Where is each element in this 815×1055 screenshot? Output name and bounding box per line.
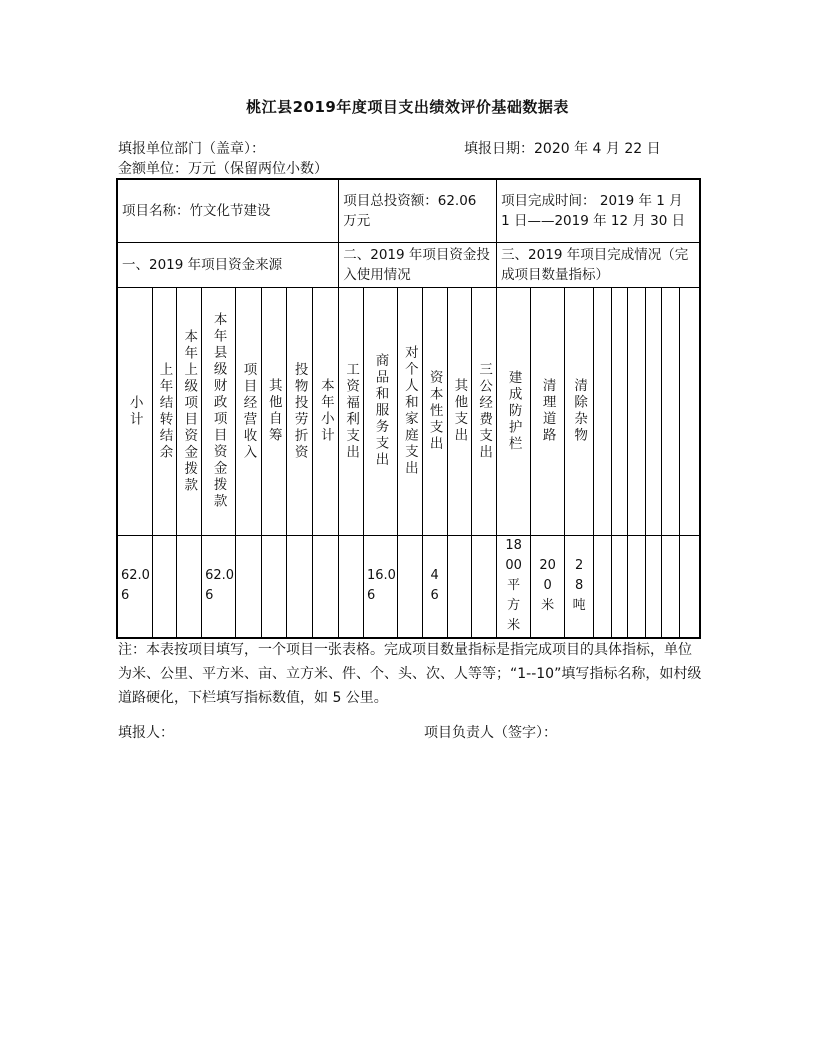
column-header: 商品和服务支出 [372,353,389,469]
value-cell [339,535,364,638]
project-name: 项目名称：竹文化节建设 [117,179,339,242]
total-investment: 项目总投资额：62.06 万元 [339,179,497,242]
fill-date: 填报日期：2020 年 4 月 22 日 [464,141,661,157]
value-cell [236,535,262,638]
value-cell [152,535,177,638]
column-header: 本年县级财政项目资金拨款 [210,312,227,510]
value-cell [594,535,612,638]
value-cell: 62.06 [117,535,152,638]
column-header: 上年结转结余 [156,361,173,461]
section-completion: 三、2019 年项目完成情况（完成项目数量指标） [497,242,700,287]
column-header: 本年上级项目资金拨款 [181,328,198,494]
value-row [117,535,700,638]
leader-signature-label: 项目负责人（签字）： [424,725,557,741]
value-cell: 1800平方米 [497,535,531,638]
data-table [116,178,701,639]
column-header-row [117,287,700,535]
column-header: 项目经营收入 [240,361,257,461]
section-fund-source: 一、2019 年项目资金来源 [117,242,339,287]
column-header: 清理道路 [539,378,556,444]
column-header: 三公经费支出 [476,361,493,461]
page-title: 桃江县2019年度项目支出绩效评价基础数据表 [246,98,569,116]
column-header: 其他支出 [451,378,468,444]
value-cell [611,535,628,638]
column-header: 清除杂物 [571,378,588,444]
value-cell [447,535,472,638]
column-header: 其他自筹 [265,378,282,444]
filler-label: 填报人： [118,725,174,741]
value-cell: 16.06 [364,535,398,638]
value-cell: 62.06 [202,535,236,638]
column-header: 工资福利支出 [343,361,360,461]
column-header: 建成防护栏 [505,369,522,453]
value-cell [398,535,423,638]
column-header: 对个人和家庭支出 [401,345,418,477]
value-cell: 200米 [531,535,565,638]
value-cell: 46 [422,535,447,638]
column-header: 小计 [126,394,143,428]
value-cell [261,535,286,638]
section-fund-usage: 二、2019 年项目资金投入使用情况 [339,242,497,287]
unit-label: 填报单位部门（盖章）： [118,141,265,157]
value-cell [472,535,497,638]
value-cell [645,535,662,638]
column-header: 资本性支出 [426,369,443,453]
completion-time: 项目完成时间： 2019 年 1 月 1 日——2019 年 12 月 30 日 [497,179,700,242]
value-cell [628,535,646,638]
column-header: 投物投劳折资 [291,361,308,461]
value-cell [679,535,700,638]
value-cell [286,535,313,638]
value-cell [177,535,202,638]
table-note: 注：本表按项目填写，一个项目一张表格。完成项目数量指标是指完成项目的具体指标，单位为米、公里、平方米、亩、立方米、件、个、头、次、人等等；“1--10”填写指标名称，如村级道路硬化，下栏填写指标数值，如 5 公里。 [118,642,702,706]
value-cell: 28吨 [565,535,594,638]
value-cell [662,535,680,638]
column-header: 本年小计 [317,378,334,444]
money-unit: 金额单位：万元（保留两位小数） [118,161,328,177]
value-cell [313,535,339,638]
